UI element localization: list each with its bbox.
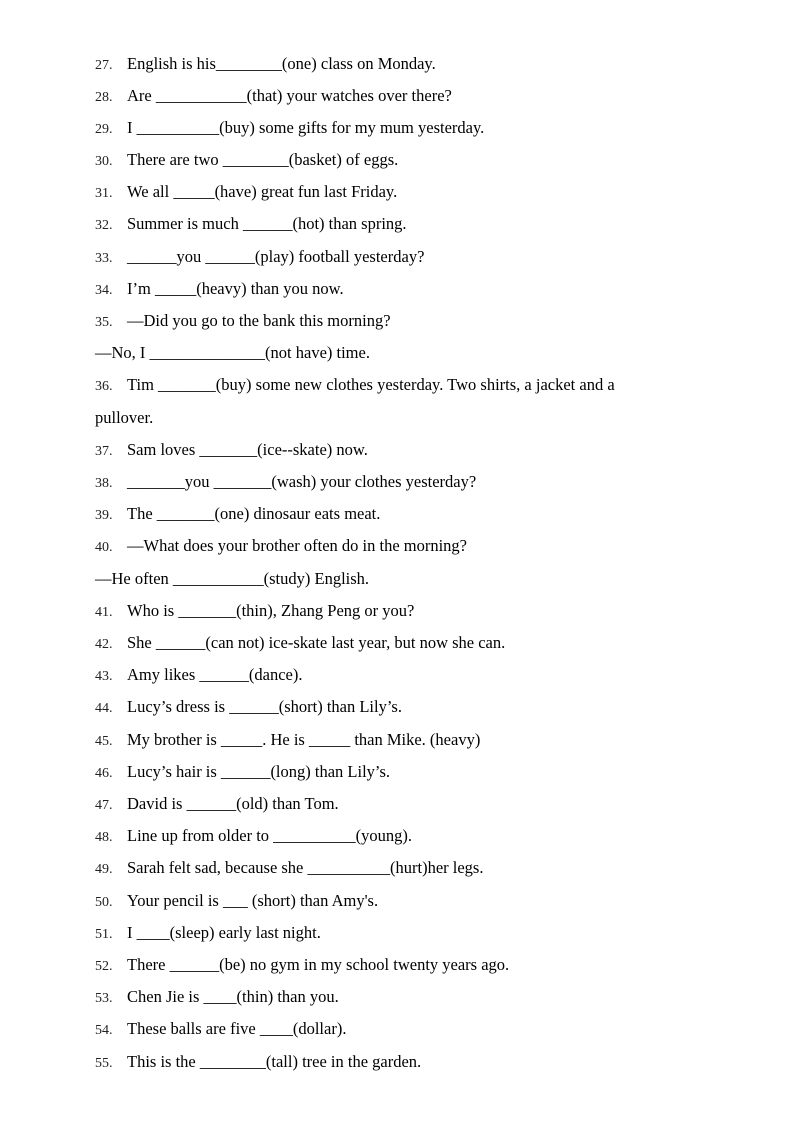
exercise-text: Amy likes ______(dance). <box>127 665 303 684</box>
exercise-line <box>95 1046 704 1078</box>
exercise-line <box>95 981 704 1013</box>
exercise-number: 52. <box>95 959 113 974</box>
exercise-line <box>95 112 704 144</box>
exercise-text: My brother is _____. He is _____ than Mike. (heavy) <box>127 730 481 749</box>
exercise-number: 50. <box>95 895 113 910</box>
exercise-text: Are ___________(that) your watches over there? <box>127 86 452 105</box>
exercise-text: —Did you go to the bank this morning? <box>127 311 391 330</box>
exercise-number: 31. <box>95 186 113 201</box>
exercise-number: 29. <box>95 122 113 137</box>
exercise-number: 51. <box>95 927 113 942</box>
exercise-number: 48. <box>95 830 113 845</box>
exercise-text: Sam loves _______(ice--skate) now. <box>127 440 368 459</box>
exercise-number: 35. <box>95 315 113 330</box>
exercise-text: Lucy’s hair is ______(long) than Lily’s. <box>127 762 391 781</box>
exercise-number: 36. <box>95 379 113 394</box>
exercise-line <box>95 305 704 337</box>
exercise-line <box>95 241 704 273</box>
exercise-text: Line up from older to __________(young). <box>127 826 413 845</box>
exercise-number: 41. <box>95 605 113 620</box>
exercise-number: 54. <box>95 1023 113 1038</box>
exercise-line <box>95 659 704 691</box>
exercise-text: ______you ______(play) football yesterday? <box>127 247 425 266</box>
exercise-text: _______you _______(wash) your clothes yesterday? <box>127 472 477 491</box>
exercise-text: The _______(one) dinosaur eats meat. <box>127 504 381 523</box>
exercise-number: 33. <box>95 251 113 266</box>
exercise-text: Summer is much ______(hot) than spring. <box>127 214 407 233</box>
exercise-text: She ______(can not) ice-skate last year, but now she can. <box>127 633 506 652</box>
exercise-line <box>95 48 704 80</box>
exercise-number: 47. <box>95 798 113 813</box>
exercise-line <box>95 466 704 498</box>
exercise-line <box>95 949 704 981</box>
exercise-text: —No, I ______________(not have) time. <box>95 343 370 362</box>
exercise-line <box>95 756 704 788</box>
exercise-line <box>95 208 704 240</box>
exercise-line <box>95 80 704 112</box>
exercise-number: 30. <box>95 154 113 169</box>
exercise-text: Sarah felt sad, because she __________(hurt)her legs. <box>127 858 484 877</box>
exercise-line <box>95 434 704 466</box>
exercise-text: These balls are five ____(dollar). <box>127 1019 347 1038</box>
exercise-text: Your pencil is ___ (short) than Amy's. <box>127 891 379 910</box>
exercise-text: This is the ________(tall) tree in the garden. <box>127 1052 422 1071</box>
exercise-number: 55. <box>95 1056 113 1071</box>
exercise-line <box>95 176 704 208</box>
exercise-number: 44. <box>95 701 113 716</box>
exercise-text: Who is _______(thin), Zhang Peng or you? <box>127 601 415 620</box>
exercise-continuation <box>95 402 704 434</box>
exercise-text: I __________(buy) some gifts for my mum yesterday. <box>127 118 485 137</box>
exercise-text: There ______(be) no gym in my school twenty years ago. <box>127 955 510 974</box>
exercise-text: I’m _____(heavy) than you now. <box>127 279 344 298</box>
exercise-line <box>95 724 704 756</box>
exercise-number: 28. <box>95 90 113 105</box>
exercise-text: —What does your brother often do in the morning? <box>127 536 467 555</box>
exercise-line <box>95 273 704 305</box>
exercise-line <box>95 595 704 627</box>
exercise-line <box>95 852 704 884</box>
exercise-line <box>95 885 704 917</box>
exercise-line <box>95 691 704 723</box>
exercise-line <box>95 917 704 949</box>
exercise-line <box>95 498 704 530</box>
exercise-line <box>95 788 704 820</box>
exercise-number: 27. <box>95 58 113 73</box>
exercise-text: David is ______(old) than Tom. <box>127 794 339 813</box>
exercise-continuation <box>95 337 704 369</box>
exercise-line <box>95 627 704 659</box>
exercise-line <box>95 530 704 562</box>
exercise-number: 53. <box>95 991 113 1006</box>
exercise-number: 49. <box>95 862 113 877</box>
exercise-text: We all _____(have) great fun last Friday. <box>127 182 398 201</box>
exercise-number: 43. <box>95 669 113 684</box>
exercise-text: pullover. <box>95 408 154 427</box>
exercise-text: Chen Jie is ____(thin) than you. <box>127 987 339 1006</box>
exercise-continuation <box>95 563 704 595</box>
exercise-line <box>95 1013 704 1045</box>
exercise-number: 38. <box>95 476 113 491</box>
exercise-number: 37. <box>95 444 113 459</box>
exercise-text: —He often ___________(study) English. <box>95 569 370 588</box>
exercise-number: 40. <box>95 540 113 555</box>
exercise-line <box>95 820 704 852</box>
exercise-number: 45. <box>95 734 113 749</box>
exercise-line <box>95 369 704 401</box>
exercise-number: 34. <box>95 283 113 298</box>
exercise-text: Tim _______(buy) some new clothes yesterday. Two shirts, a jacket and a <box>127 375 615 394</box>
exercise-text: I ____(sleep) early last night. <box>127 923 321 942</box>
exercise-number: 46. <box>95 766 113 781</box>
exercise-text: There are two ________(basket) of eggs. <box>127 150 399 169</box>
exercise-text: English is his________(one) class on Monday. <box>127 54 436 73</box>
exercise-line <box>95 144 704 176</box>
exercise-number: 39. <box>95 508 113 523</box>
exercise-text: Lucy’s dress is ______(short) than Lily’s. <box>127 697 402 716</box>
exercise-number: 42. <box>95 637 113 652</box>
exercise-number: 32. <box>95 218 113 233</box>
